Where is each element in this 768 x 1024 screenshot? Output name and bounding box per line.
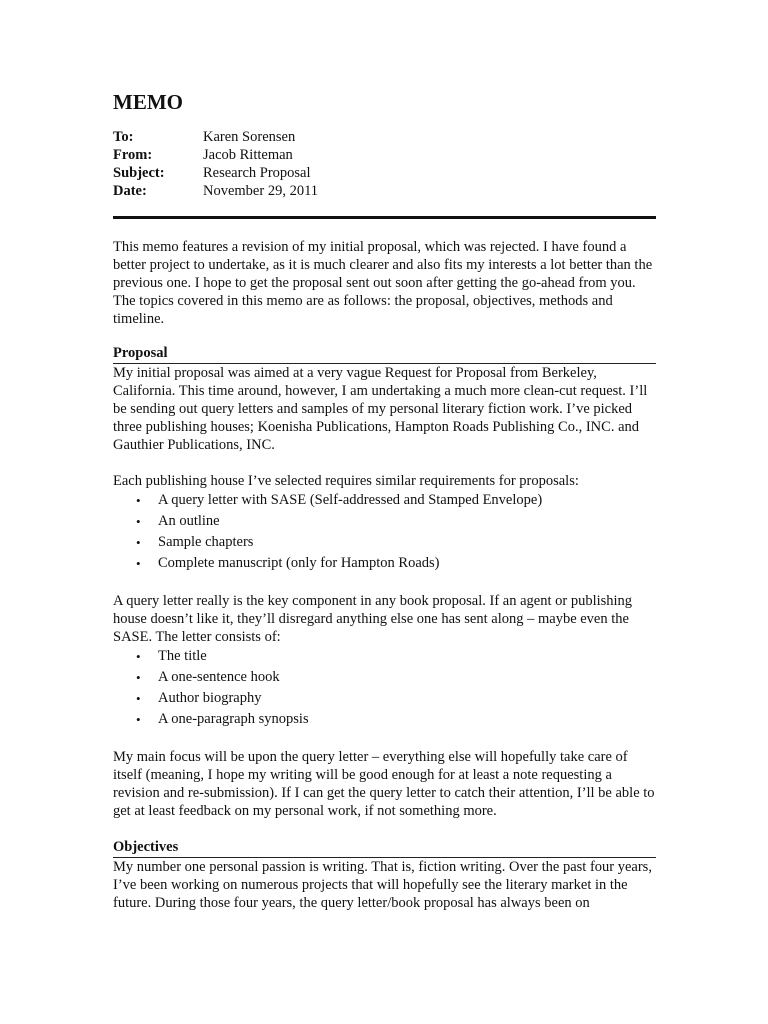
list-item: • Author biography — [113, 688, 658, 709]
proposal-heading: Proposal — [113, 344, 656, 364]
bullet-icon: • — [136, 670, 141, 685]
objectives-heading: Objectives — [113, 838, 656, 858]
header-date-row — [113, 182, 318, 200]
proposal-paragraph-2: Each publishing house I’ve selected requires similar requirements for proposals: — [113, 473, 579, 489]
list-item: • The title — [113, 646, 658, 667]
memo-title: MEMO — [113, 90, 183, 114]
intro-paragraph: This memo features a revision of my initial proposal, which was rejected. I have found a better project to undertake, as it is much clearer and also fits my interests a lot better than the previous one. I hope to get the proposal sent out soon after getting the go-ahead from you. The topics covered in this memo are as follows: the proposal, objectives, methods and timeline. — [113, 239, 653, 327]
from-label: From: — [113, 147, 153, 163]
to-label: To: — [113, 129, 134, 145]
list-item: • A one-paragraph synopsis — [113, 709, 658, 730]
list-item: • Complete manuscript (only for Hampton Roads) — [113, 553, 658, 574]
to-value: Karen Sorensen — [203, 129, 296, 145]
objectives-paragraph-1: My number one personal passion is writing. That is, fiction writing. Over the past four years, I’ve been working on numerous projects that will hopefully see the literary market in the future. During those four years, the query letter/book proposal has always been on — [113, 859, 652, 911]
proposal-paragraph-4: My main focus will be upon the query letter – everything else will hopefully take care of itself (meaning, I hope my writing will be good enough for at least a note requesting a revision and re-submission). If I can get the query letter to catch their attention, I’ll be able to get at least feedback on my personal work, if not something more. — [113, 749, 655, 819]
date-label: Date: — [113, 183, 147, 199]
from-value: Jacob Ritteman — [203, 147, 293, 163]
list-item: • A one-sentence hook — [113, 667, 658, 688]
list-item: • A query letter with SASE (Self-addressed and Stamped Envelope) — [113, 490, 658, 511]
bullet-icon: • — [136, 514, 141, 529]
list-item: • An outline — [113, 511, 658, 532]
header-from-row — [113, 146, 318, 164]
subject-label: Subject: — [113, 165, 165, 181]
letter-contents-list — [113, 646, 658, 730]
bullet-icon: • — [136, 649, 141, 664]
bullet-icon: • — [136, 535, 141, 550]
bullet-icon: • — [136, 556, 141, 571]
bullet-icon: • — [136, 712, 141, 727]
bullet-icon: • — [136, 691, 141, 706]
date-value: November 29, 2011 — [203, 183, 319, 199]
memo-header — [113, 128, 318, 200]
requirements-list — [113, 490, 658, 574]
proposal-paragraph-1: My initial proposal was aimed at a very vague Request for Proposal from Berkeley, California. This time around, however, I am undertaking a much more clean-cut request. I’ll be sending out query letters and samples of my personal literary fiction work. I’ve picked three publishing houses; Koenisha Publications, Hampton Roads Publishing Co., INC. and Gauthier Publications, INC. — [113, 365, 648, 453]
header-to-row — [113, 128, 318, 146]
memo-body — [113, 238, 658, 912]
bullet-icon: • — [136, 493, 141, 508]
header-subject-row — [113, 164, 318, 182]
list-item: • Sample chapters — [113, 532, 658, 553]
subject-value: Research Proposal — [203, 165, 311, 181]
header-divider — [113, 216, 656, 219]
proposal-paragraph-3: A query letter really is the key component in any book proposal. If an agent or publishing house doesn’t like it, they’ll disregard anything else one has sent along – maybe even the SASE. The letter consists of: — [113, 593, 633, 645]
